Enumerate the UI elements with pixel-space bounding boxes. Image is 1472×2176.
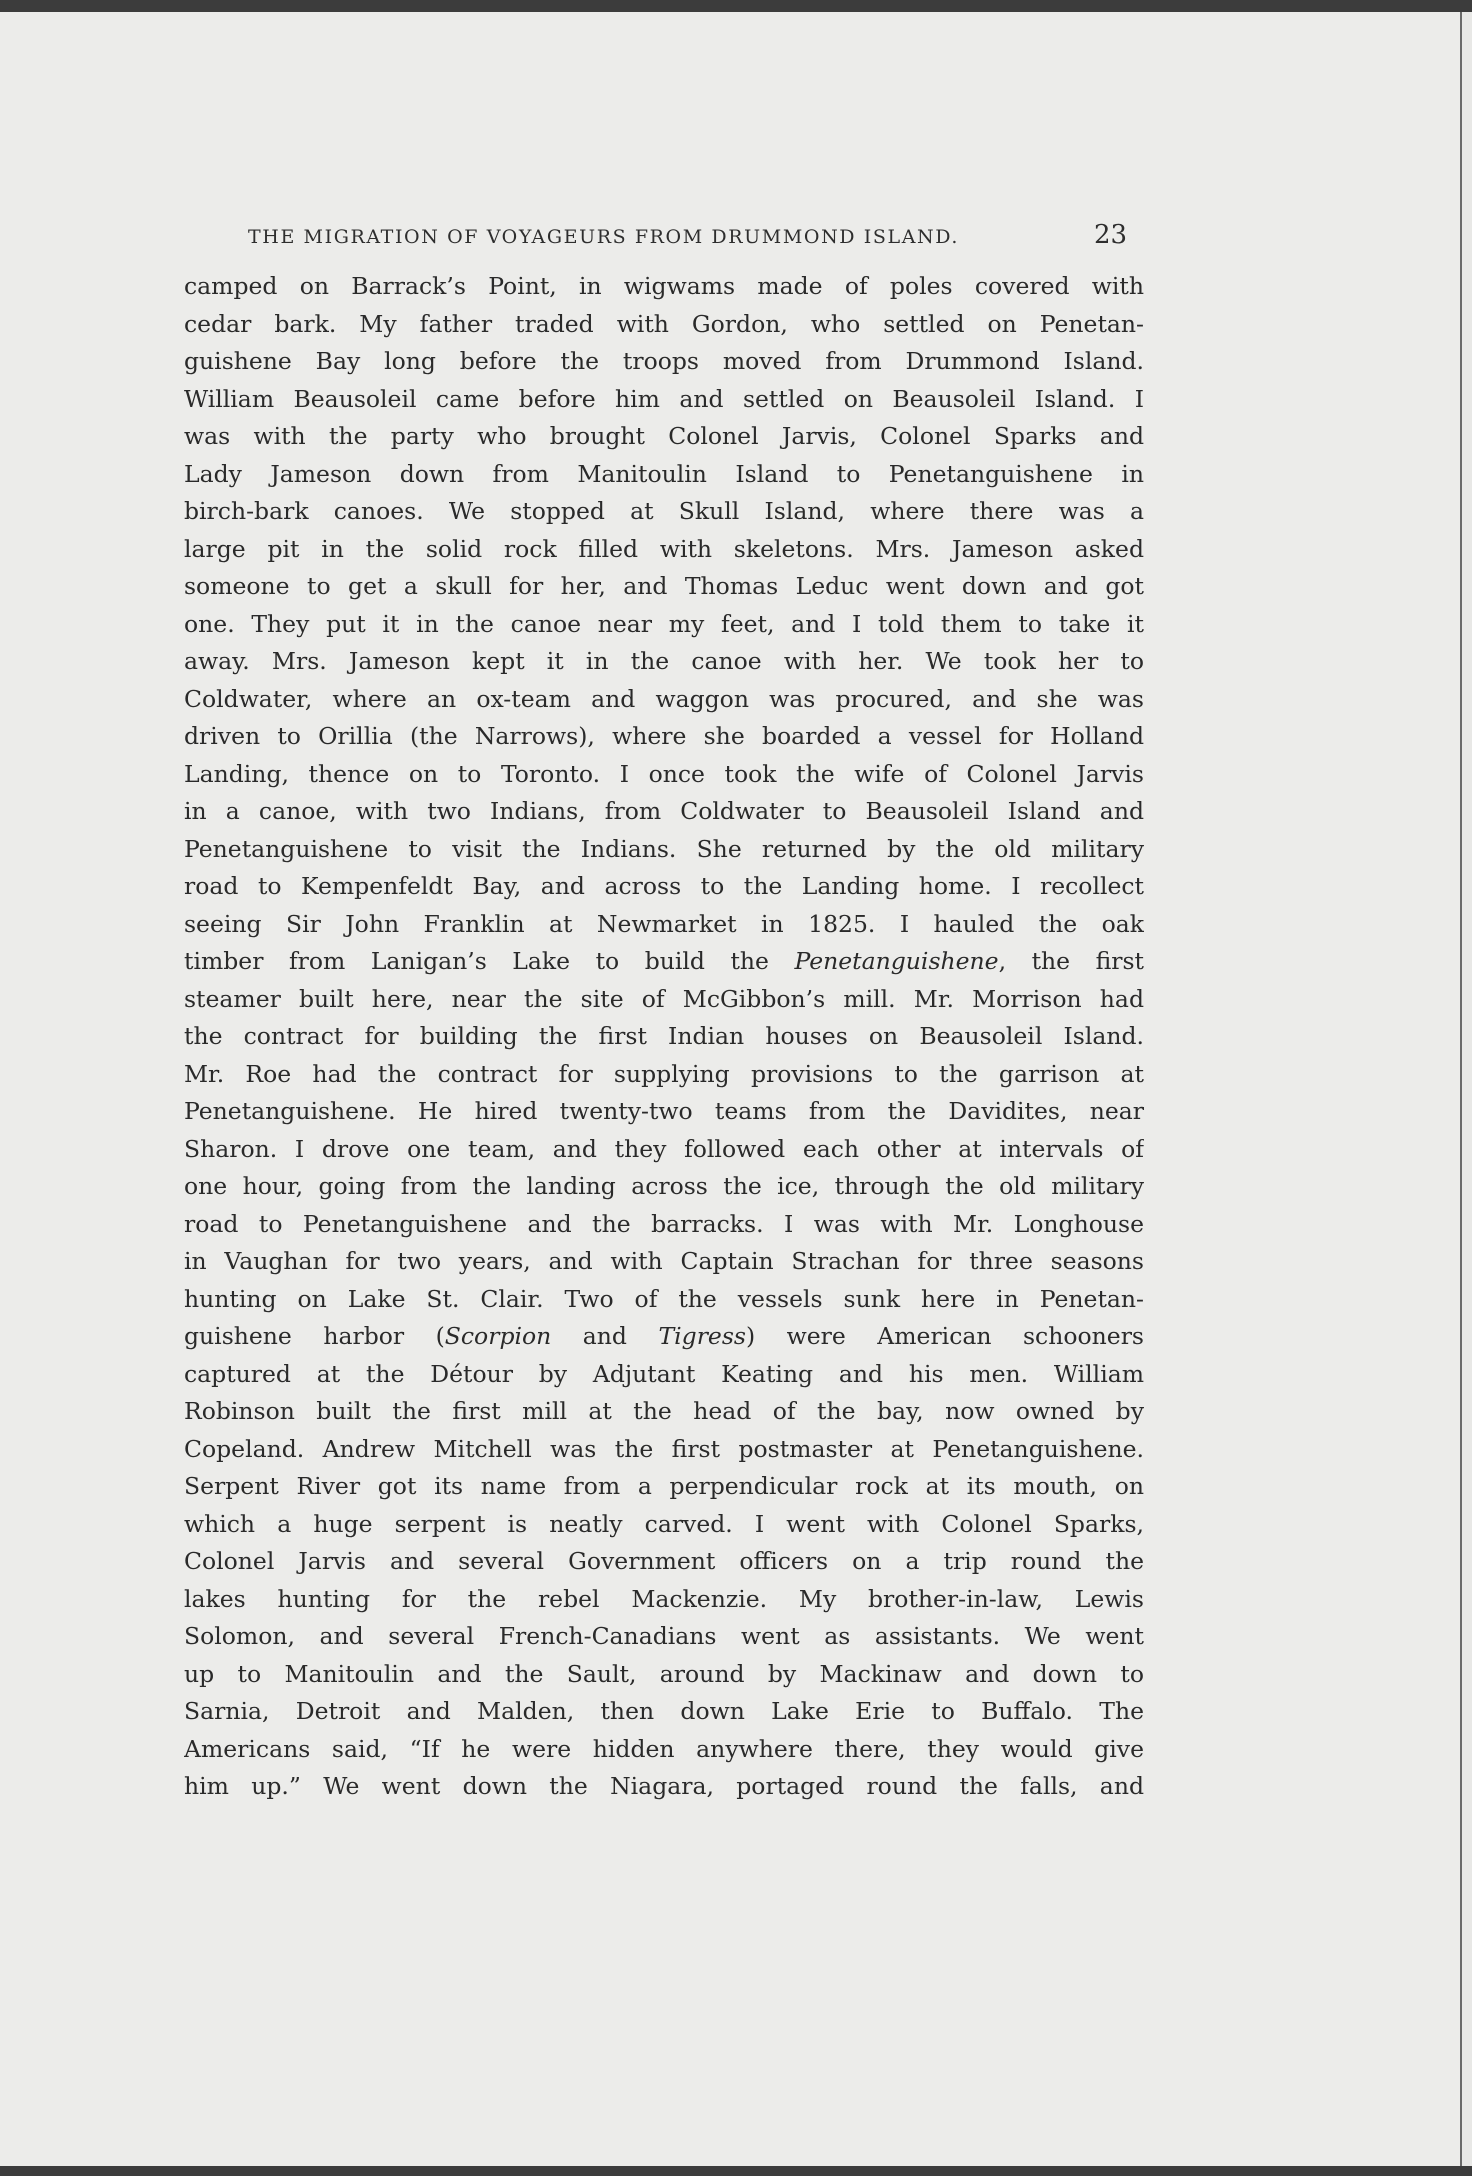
text-line <box>184 1393 1144 1431</box>
text-segment: Lady Jameson down from Manitoulin Island to Penetanguishene in <box>184 459 1144 488</box>
text-line <box>184 1318 1144 1356</box>
text-line <box>184 306 1144 344</box>
text-line <box>184 1131 1144 1169</box>
text-segment: someone to get a skull for her, and Thomas Leduc went down and got <box>184 572 1144 600</box>
text-segment: driven to Orillia (the Narrows), where she boarded a vessel for Holland <box>184 722 1144 750</box>
text-segment: road to Penetanguishene and the barracks. I was with Mr. Longhouse <box>184 1209 1144 1238</box>
text-line <box>184 756 1144 794</box>
text-segment: timber from Lanigan’s Lake to build the <box>184 947 795 975</box>
text-segment: road to Kempenfeldt Bay, and across to the Landing home. I recollect <box>184 872 1144 900</box>
text-line <box>184 1618 1144 1656</box>
text-segment: lakes hunting for the rebel Mackenzie. My brother-in-law, Lewis <box>184 1584 1144 1613</box>
italic-text-segment: Penetanguishene <box>794 947 999 975</box>
text-line <box>184 906 1144 944</box>
text-line <box>184 943 1144 981</box>
text-line <box>184 1656 1144 1694</box>
text-segment: Robinson built the first mill at the head of the bay, now owned by <box>184 1397 1144 1425</box>
text-line <box>184 1581 1144 1619</box>
text-segment: Colonel Jarvis and several Government officers on a trip round the <box>184 1547 1144 1575</box>
text-line <box>184 1206 1144 1244</box>
running-head <box>184 222 1144 262</box>
text-segment: Penetanguishene. He hired twenty-two teams from the Davidites, near <box>184 1097 1144 1125</box>
text-segment: which a huge serpent is neatly carved. I went with Colonel Sparks, <box>184 1509 1144 1538</box>
text-segment: in Vaughan for two years, and with Captain Strachan for three seasons <box>184 1247 1144 1275</box>
body-text <box>184 268 1144 1806</box>
text-line <box>184 343 1144 381</box>
text-line <box>184 456 1144 494</box>
text-segment: birch-bark canoes. We stopped at Skull Island, where there was a <box>184 497 1144 525</box>
text-segment: captured at the Détour by Adjutant Keating and his men. William <box>184 1359 1144 1388</box>
text-line <box>184 606 1144 644</box>
text-segment: Serpent River got its name from a perpendicular rock at its mouth, on <box>184 1472 1144 1500</box>
text-segment: one hour, going from the landing across the ice, through the old military <box>184 1172 1144 1200</box>
text-segment: the contract for building the first Indian houses on Beausoleil Island. <box>184 1022 1144 1050</box>
text-segment: Copeland. Andrew Mitchell was the first postmaster at Penetanguishene. <box>184 1434 1144 1463</box>
text-segment: Sarnia, Detroit and Malden, then down Lake Erie to Buffalo. The <box>184 1697 1144 1725</box>
text-line <box>184 1168 1144 1206</box>
text-segment: was with the party who brought Colonel Jarvis, Colonel Sparks and <box>184 422 1144 450</box>
text-segment: camped on Barrack’s Point, in wigwams made of poles covered with <box>184 272 1144 300</box>
text-line <box>184 1768 1144 1806</box>
italic-text-segment: Scorpion <box>444 1322 552 1350</box>
text-line <box>184 418 1144 456</box>
text-line <box>184 1281 1144 1319</box>
text-line <box>184 1731 1144 1769</box>
text-segment: Landing, thence on to Toronto. I once took the wife of Colonel Jarvis <box>184 759 1144 788</box>
text-line <box>184 568 1144 606</box>
text-line <box>184 868 1144 906</box>
text-segment: hunting on Lake St. Clair. Two of the vessels sunk here in Penetan- <box>184 1284 1144 1313</box>
text-segment: ) were American schooners <box>745 1322 1144 1350</box>
text-line <box>184 531 1144 569</box>
running-title: THE MIGRATION OF VOYAGEURS FROM DRUMMOND ISLAND. <box>248 226 960 248</box>
text-segment: Americans said, “If he were hidden anywhere there, they would give <box>184 1734 1144 1763</box>
text-segment: Sharon. I drove one team, and they followed each other at intervals of <box>184 1134 1144 1163</box>
text-line <box>184 1056 1144 1094</box>
text-segment: William Beausoleil came before him and settled on Beausoleil Island. I <box>184 384 1144 413</box>
text-segment: guishene harbor ( <box>184 1322 445 1350</box>
text-segment: seeing Sir John Franklin at Newmarket in 1825. I hauled the oak <box>184 909 1144 938</box>
text-segment: cedar bark. My father traded with Gordon, who settled on Penetan- <box>184 309 1144 338</box>
text-segment: Solomon, and several French-Canadians went as assistants. We went <box>184 1622 1144 1650</box>
text-line <box>184 1243 1144 1281</box>
text-segment: him up.” We went down the Niagara, portaged round the falls, and <box>184 1772 1144 1800</box>
text-line <box>184 981 1144 1019</box>
text-segment: Penetanguishene to visit the Indians. She returned by the old military <box>184 834 1144 863</box>
text-line <box>184 1506 1144 1544</box>
text-segment: one. They put it in the canoe near my feet, and I told them to take it <box>184 609 1144 638</box>
text-line <box>184 1018 1144 1056</box>
page-number: 23 <box>1094 220 1128 250</box>
text-line <box>184 1693 1144 1731</box>
text-segment: away. Mrs. Jameson kept it in the canoe with her. We took her to <box>184 647 1144 675</box>
text-segment: steamer built here, near the site of McGibbon’s mill. Mr. Morrison had <box>184 984 1144 1013</box>
text-line <box>184 1093 1144 1131</box>
text-line <box>184 643 1144 681</box>
text-line <box>184 793 1144 831</box>
scan-border-top <box>0 0 1472 12</box>
text-segment: large pit in the solid rock filled with skeletons. Mrs. Jameson asked <box>184 534 1144 563</box>
text-line <box>184 493 1144 531</box>
text-segment: Mr. Roe had the contract for supplying provisions to the garrison at <box>184 1059 1144 1088</box>
text-line <box>184 1356 1144 1394</box>
italic-text-segment: Tigress <box>658 1322 746 1350</box>
text-line <box>184 1543 1144 1581</box>
text-segment: and <box>551 1322 659 1350</box>
text-segment: in a canoe, with two Indians, from Coldwater to Beausoleil Island and <box>184 797 1144 825</box>
text-segment: up to Manitoulin and the Sault, around by Mackinaw and down to <box>184 1659 1144 1688</box>
text-segment: , the first <box>998 947 1144 975</box>
text-line <box>184 681 1144 719</box>
text-line <box>184 381 1144 419</box>
text-line <box>184 718 1144 756</box>
scan-border-bottom <box>0 2166 1472 2176</box>
text-line <box>184 268 1144 306</box>
text-segment: guishene Bay long before the troops moved from Drummond Island. <box>184 347 1144 375</box>
text-line <box>184 1468 1144 1506</box>
text-segment: Coldwater, where an ox-team and waggon was procured, and she was <box>184 684 1144 713</box>
text-line <box>184 831 1144 869</box>
text-line <box>184 1431 1144 1469</box>
